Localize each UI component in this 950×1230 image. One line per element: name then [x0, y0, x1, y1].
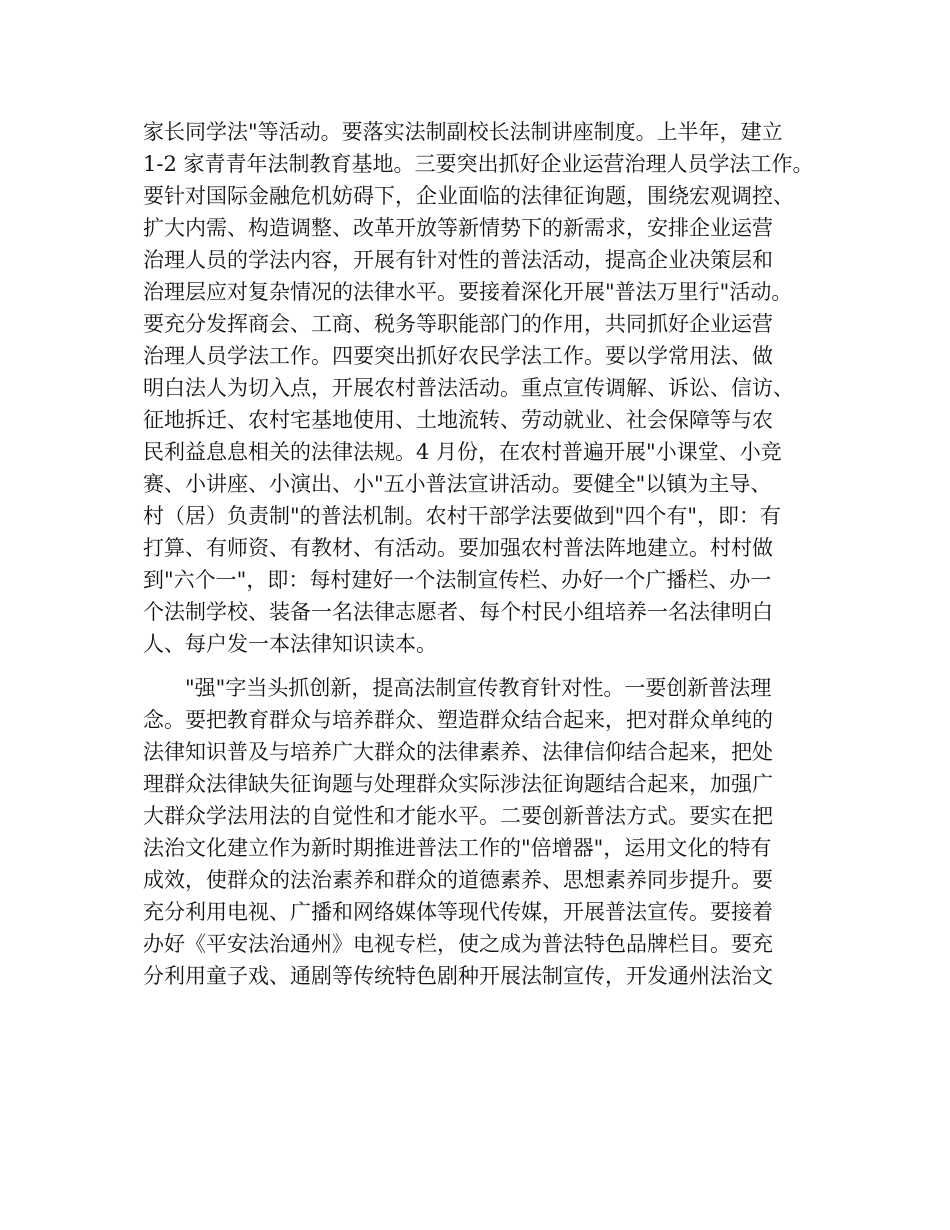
- text-line: 扩大内需、构造调整、改革开放等新情势下的新需求，安排企业运营: [143, 216, 773, 240]
- text-line: 大群众学法用法的自觉性和才能水平。二要创新普法方式。要实在把: [143, 804, 773, 828]
- text-line: 要针对国际金融危机妨碍下，企业面临的法律征询题，围绕宏观调控、: [143, 184, 794, 208]
- text-line: 民利益息息相关的法律法规。4 月份，在农村普遍开展"小课堂、小竞: [143, 440, 782, 464]
- text-line: 法律知识普及与培养广大群众的法律素养、法律信仰结合起来，把处: [143, 740, 773, 764]
- text-line: 要充分发挥商会、工商、税务等职能部门的作用，共同抓好企业运营: [143, 312, 773, 336]
- text-line: 打算、有师资、有教材、有活动。要加强农村普法阵地建立。村村做: [143, 536, 773, 560]
- text-line: 赛、小讲座、小演出、小"五小普法宣讲活动。要健全"以镇为主导、: [143, 472, 772, 496]
- text-line: 明白法人为切入点，开展农村普法活动。重点宣传调解、诉讼、信访、: [143, 376, 794, 400]
- text-line: 分利用童子戏、通剧等传统特色剧种开展法制宣传，开发通州法治文: [143, 964, 773, 988]
- text-line: 治理人员的学法内容，开展有针对性的普法活动，提高企业决策层和: [143, 248, 773, 272]
- text-line: 念。要把教育群众与培养群众、塑造群众结合起来，把对群众单纯的: [143, 708, 773, 732]
- text-line: 成效，使群众的法治素养和群众的道德素养、思想素养同步提升。要: [143, 868, 773, 892]
- text-line: 征地拆迁、农村宅基地使用、土地流转、劳动就业、社会保障等与农: [143, 408, 773, 432]
- text-line: 治理人员学法工作。四要突出抓好农民学法工作。要以学常用法、做: [143, 344, 773, 368]
- text-line: 人、每户发一本法律知识读本。: [143, 632, 437, 656]
- text-line: 法治文化建立作为新时期推进普法工作的"倍增器"，运用文化的特有: [143, 836, 772, 860]
- paragraph-2: [143, 672, 813, 992]
- text-line: 充分利用电视、广播和网络媒体等现代传媒，开展普法宣传。要接着: [143, 900, 773, 924]
- text-line: 到"六个一"，即：每村建好一个法制宣传栏、办好一个广播栏、办一: [143, 568, 772, 592]
- text-line: 办好《平安法治通州》电视专栏，使之成为普法特色品牌栏目。要充: [143, 932, 773, 956]
- paragraph-spacer: [143, 660, 813, 672]
- paragraph-1: [143, 116, 813, 660]
- text-line: 家长同学法"等活动。要落实法制副校长法制讲座制度。上半年，建立: [143, 120, 783, 144]
- text-line: 理群众法律缺失征询题与处理群众实际涉法征询题结合起来，加强广: [143, 772, 773, 796]
- text-line: 村（居）负责制"的普法机制。农村干部学法要做到"四个有"，即：有: [143, 504, 781, 528]
- text-line: 治理层应对复杂情况的法律水平。要接着深化开展"普法万里行"活动。: [143, 280, 793, 304]
- body-text: [143, 116, 813, 992]
- text-line: "强"字当头抓创新，提高法制宣传教育针对性。一要创新普法理: [185, 676, 772, 700]
- text-line: 1-2 家青青年法制教育基地。三要突出抓好企业运营治理人员学法工作。: [143, 152, 814, 176]
- text-line: 个法制学校、装备一名法律志愿者、每个村民小组培养一名法律明白: [143, 600, 773, 624]
